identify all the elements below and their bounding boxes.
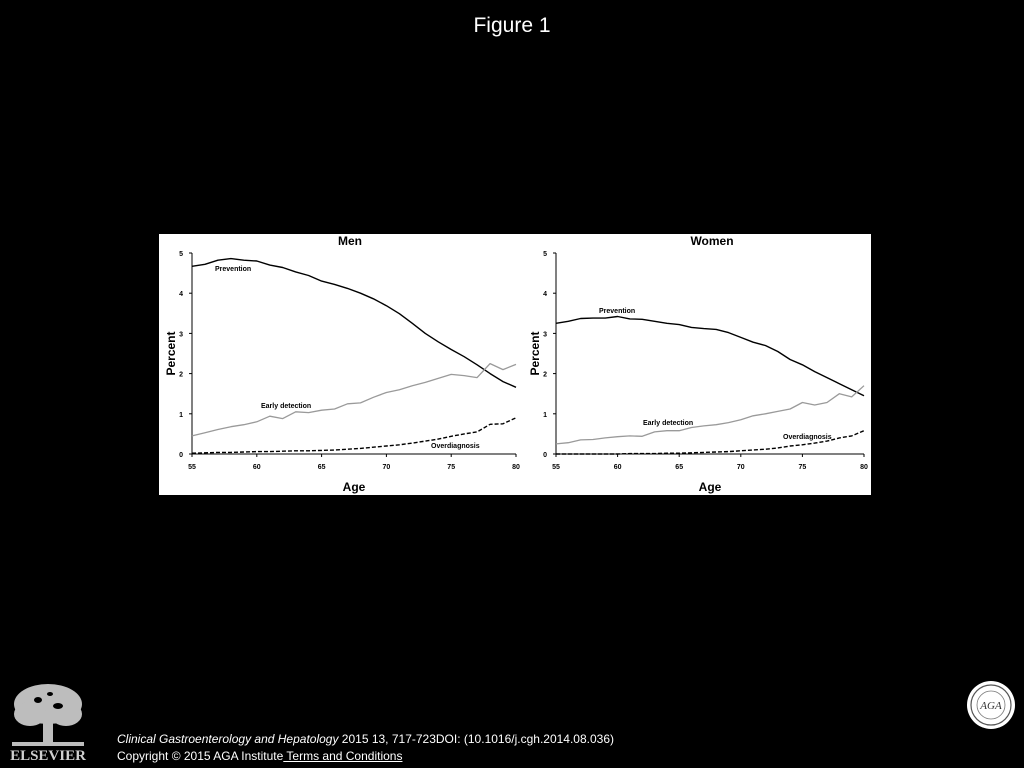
x-tick-label-women: 60 xyxy=(613,464,622,471)
y-tick-label-women: 5 xyxy=(543,251,547,258)
aga-seal-icon xyxy=(966,680,1016,730)
series-line-prevention-men xyxy=(192,259,516,388)
chart-title-men: Men xyxy=(338,234,362,248)
y-axis-label-men: Percent xyxy=(164,331,178,376)
x-tick-label-men: 60 xyxy=(252,464,261,471)
y-tick-label-men: 3 xyxy=(179,331,183,339)
x-tick-label-women: 70 xyxy=(736,464,745,471)
figure-title: Figure 1 xyxy=(473,14,551,37)
citation-reference: 2015 13, 717-723DOI: (10.1016/j.cgh.2014.08.036) xyxy=(338,732,615,746)
series-label-prevention-women: Prevention xyxy=(599,308,636,315)
aga-seal-text: AGA xyxy=(980,700,1002,712)
x-tick-label-men: 55 xyxy=(188,464,196,471)
series-label-overdiagnosis-women: Overdiagnosis xyxy=(783,434,832,441)
y-tick-label-men: 2 xyxy=(179,371,183,379)
series-label-overdiagnosis-men: Overdiagnosis xyxy=(431,443,480,450)
y-tick-label-men: 0 xyxy=(179,452,183,459)
x-tick-label-men: 80 xyxy=(512,464,520,471)
citation-block xyxy=(117,731,614,765)
series-line-early-detection-men xyxy=(192,364,516,436)
journal-name: Clinical Gastroenterology and Hepatology xyxy=(117,732,339,746)
series-line-prevention-women xyxy=(556,317,864,396)
series-label-early-detection-men: Early detection xyxy=(261,403,312,410)
figure-chart-svg xyxy=(159,234,871,495)
copyright-text: Copyright © 2015 AGA Institute xyxy=(117,749,284,763)
figure-panel xyxy=(159,234,871,495)
y-tick-label-women: 1 xyxy=(543,411,547,419)
citation-line xyxy=(117,731,614,748)
y-tick-label-women: 0 xyxy=(543,452,547,459)
y-axis-label-women: Percent xyxy=(528,331,542,376)
x-tick-label-women: 75 xyxy=(798,464,807,471)
x-tick-label-men: 65 xyxy=(317,464,326,471)
copyright-line xyxy=(117,748,614,765)
elsevier-logo xyxy=(8,680,88,764)
series-label-prevention-men: Prevention xyxy=(215,266,252,273)
elsevier-wordmark: ELSEVIER xyxy=(10,748,86,764)
y-tick-label-women: 4 xyxy=(543,291,547,299)
x-tick-label-men: 75 xyxy=(447,464,456,471)
x-axis-label-women: Age xyxy=(698,480,722,494)
y-tick-label-men: 1 xyxy=(179,411,183,419)
x-tick-label-men: 70 xyxy=(382,464,391,471)
x-tick-label-women: 65 xyxy=(675,464,684,471)
x-axis-label-men: Age xyxy=(342,480,366,494)
chart-title-women: Women xyxy=(690,234,734,248)
terms-link[interactable]: Terms and Conditions xyxy=(283,749,403,763)
x-tick-label-women: 55 xyxy=(552,464,560,471)
y-tick-label-women: 2 xyxy=(543,371,547,379)
y-tick-label-women: 3 xyxy=(543,331,547,339)
x-tick-label-women: 80 xyxy=(860,464,868,471)
y-tick-label-men: 5 xyxy=(179,251,183,258)
y-tick-label-men: 4 xyxy=(179,291,183,299)
series-label-early-detection-women: Early detection xyxy=(643,420,694,427)
